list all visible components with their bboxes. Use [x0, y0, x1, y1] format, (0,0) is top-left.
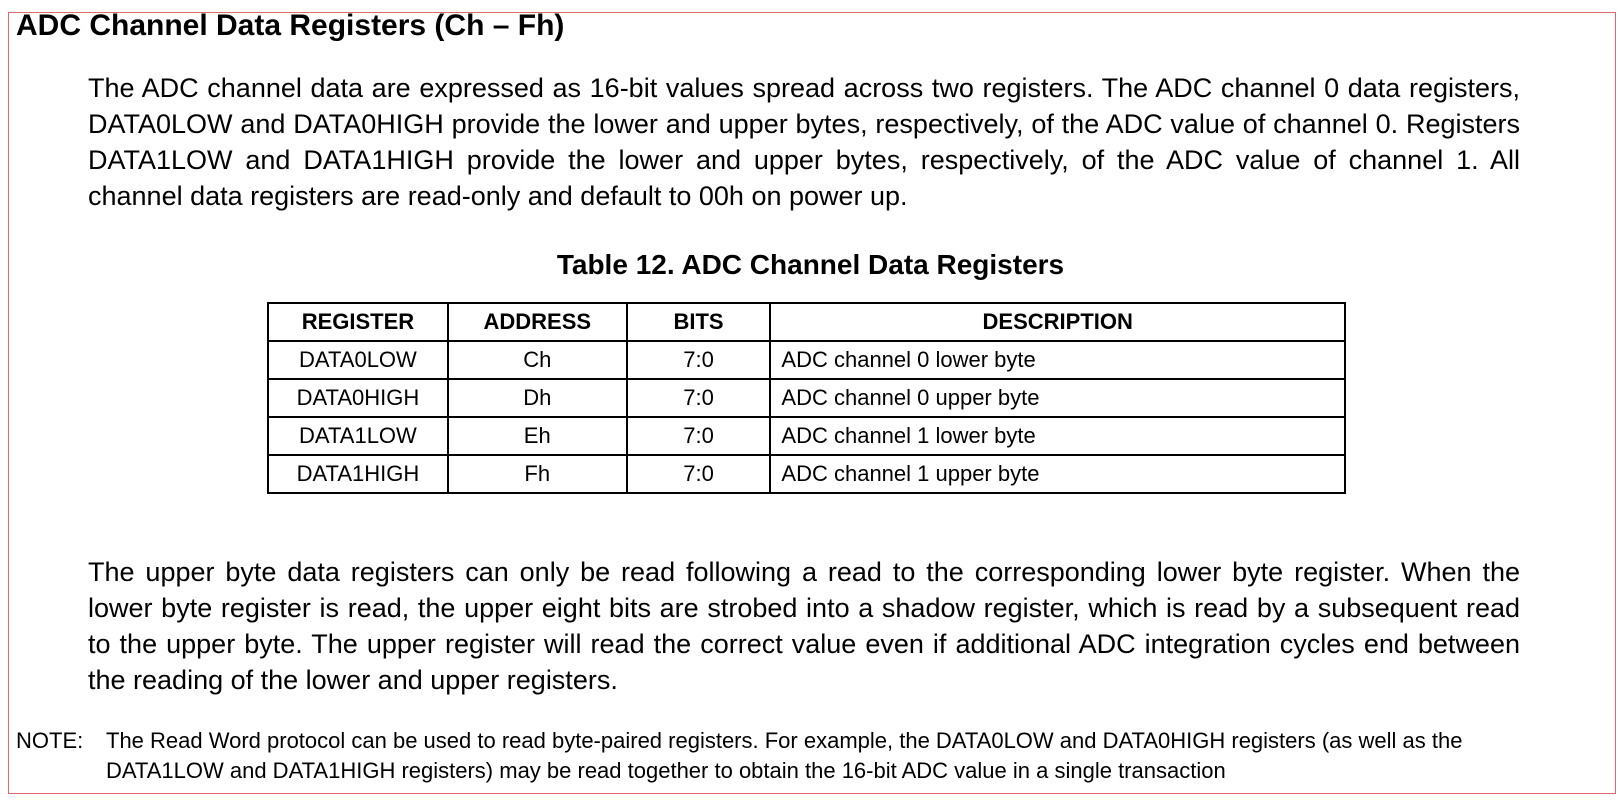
cell-bits: 7:0 — [627, 341, 771, 379]
cell-address: Ch — [448, 341, 627, 379]
table-header-row — [268, 303, 1345, 341]
cell-register: DATA0HIGH — [268, 379, 448, 417]
cell-description: ADC channel 0 lower byte — [770, 341, 1345, 379]
cell-bits: 7:0 — [627, 379, 771, 417]
cell-bits: 7:0 — [627, 455, 771, 493]
cell-description: ADC channel 1 lower byte — [770, 417, 1345, 455]
table-row — [268, 341, 1345, 379]
header-address: ADDRESS — [448, 303, 627, 341]
cell-register: DATA1HIGH — [268, 455, 448, 493]
table-caption: Table 12. ADC Channel Data Registers — [556, 249, 1065, 280]
cell-address: Fh — [448, 455, 627, 493]
cell-address: Dh — [448, 379, 627, 417]
table-row — [268, 455, 1345, 493]
cell-description: ADC channel 0 upper byte — [770, 379, 1345, 417]
header-bits: BITS — [627, 303, 771, 341]
section-heading: ADC Channel Data Registers (Ch – Fh) — [16, 9, 565, 42]
table-row — [268, 417, 1345, 455]
cell-register: DATA1LOW — [268, 417, 448, 455]
note-label: NOTE: — [16, 728, 84, 753]
header-description: DESCRIPTION — [770, 303, 1345, 341]
table-row — [268, 379, 1345, 417]
cell-bits: 7:0 — [627, 417, 771, 455]
header-register: REGISTER — [268, 303, 448, 341]
note-text: The Read Word protocol can be used to read byte-paired registers. For example, the DATA0LOW and DATA0HIGH registers (as well as the DATA1LOW and DATA1HIGH registers) may be read together to obtain the 16-bit ADC value in a single transaction — [106, 728, 1463, 783]
cell-register: DATA0LOW — [268, 341, 448, 379]
upper-byte-paragraph: The upper byte data registers can only be read following a read to the corresponding lower byte register. When the lower byte register is read, the upper eight bits are strobed into a shadow register, which is read by a subsequent read to the upper byte. The upper register will read the correct value even if additional ADC integration cycles end between the reading of the lower and upper registers. — [88, 557, 1520, 695]
cell-description: ADC channel 1 upper byte — [770, 455, 1345, 493]
intro-paragraph: The ADC channel data are expressed as 16-bit values spread across two registers. The ADC channel 0 data registers, DATA0LOW and DATA0HIGH provide the lower and upper bytes, respectively, of the ADC value of channel 0. Registers DATA1LOW and DATA1HIGH provide the lower and upper bytes, respectively, of the ADC value of channel 1. All channel data registers are read-only and default to 00h on power up. — [88, 73, 1520, 211]
register-table — [267, 302, 1346, 494]
cell-address: Eh — [448, 417, 627, 455]
